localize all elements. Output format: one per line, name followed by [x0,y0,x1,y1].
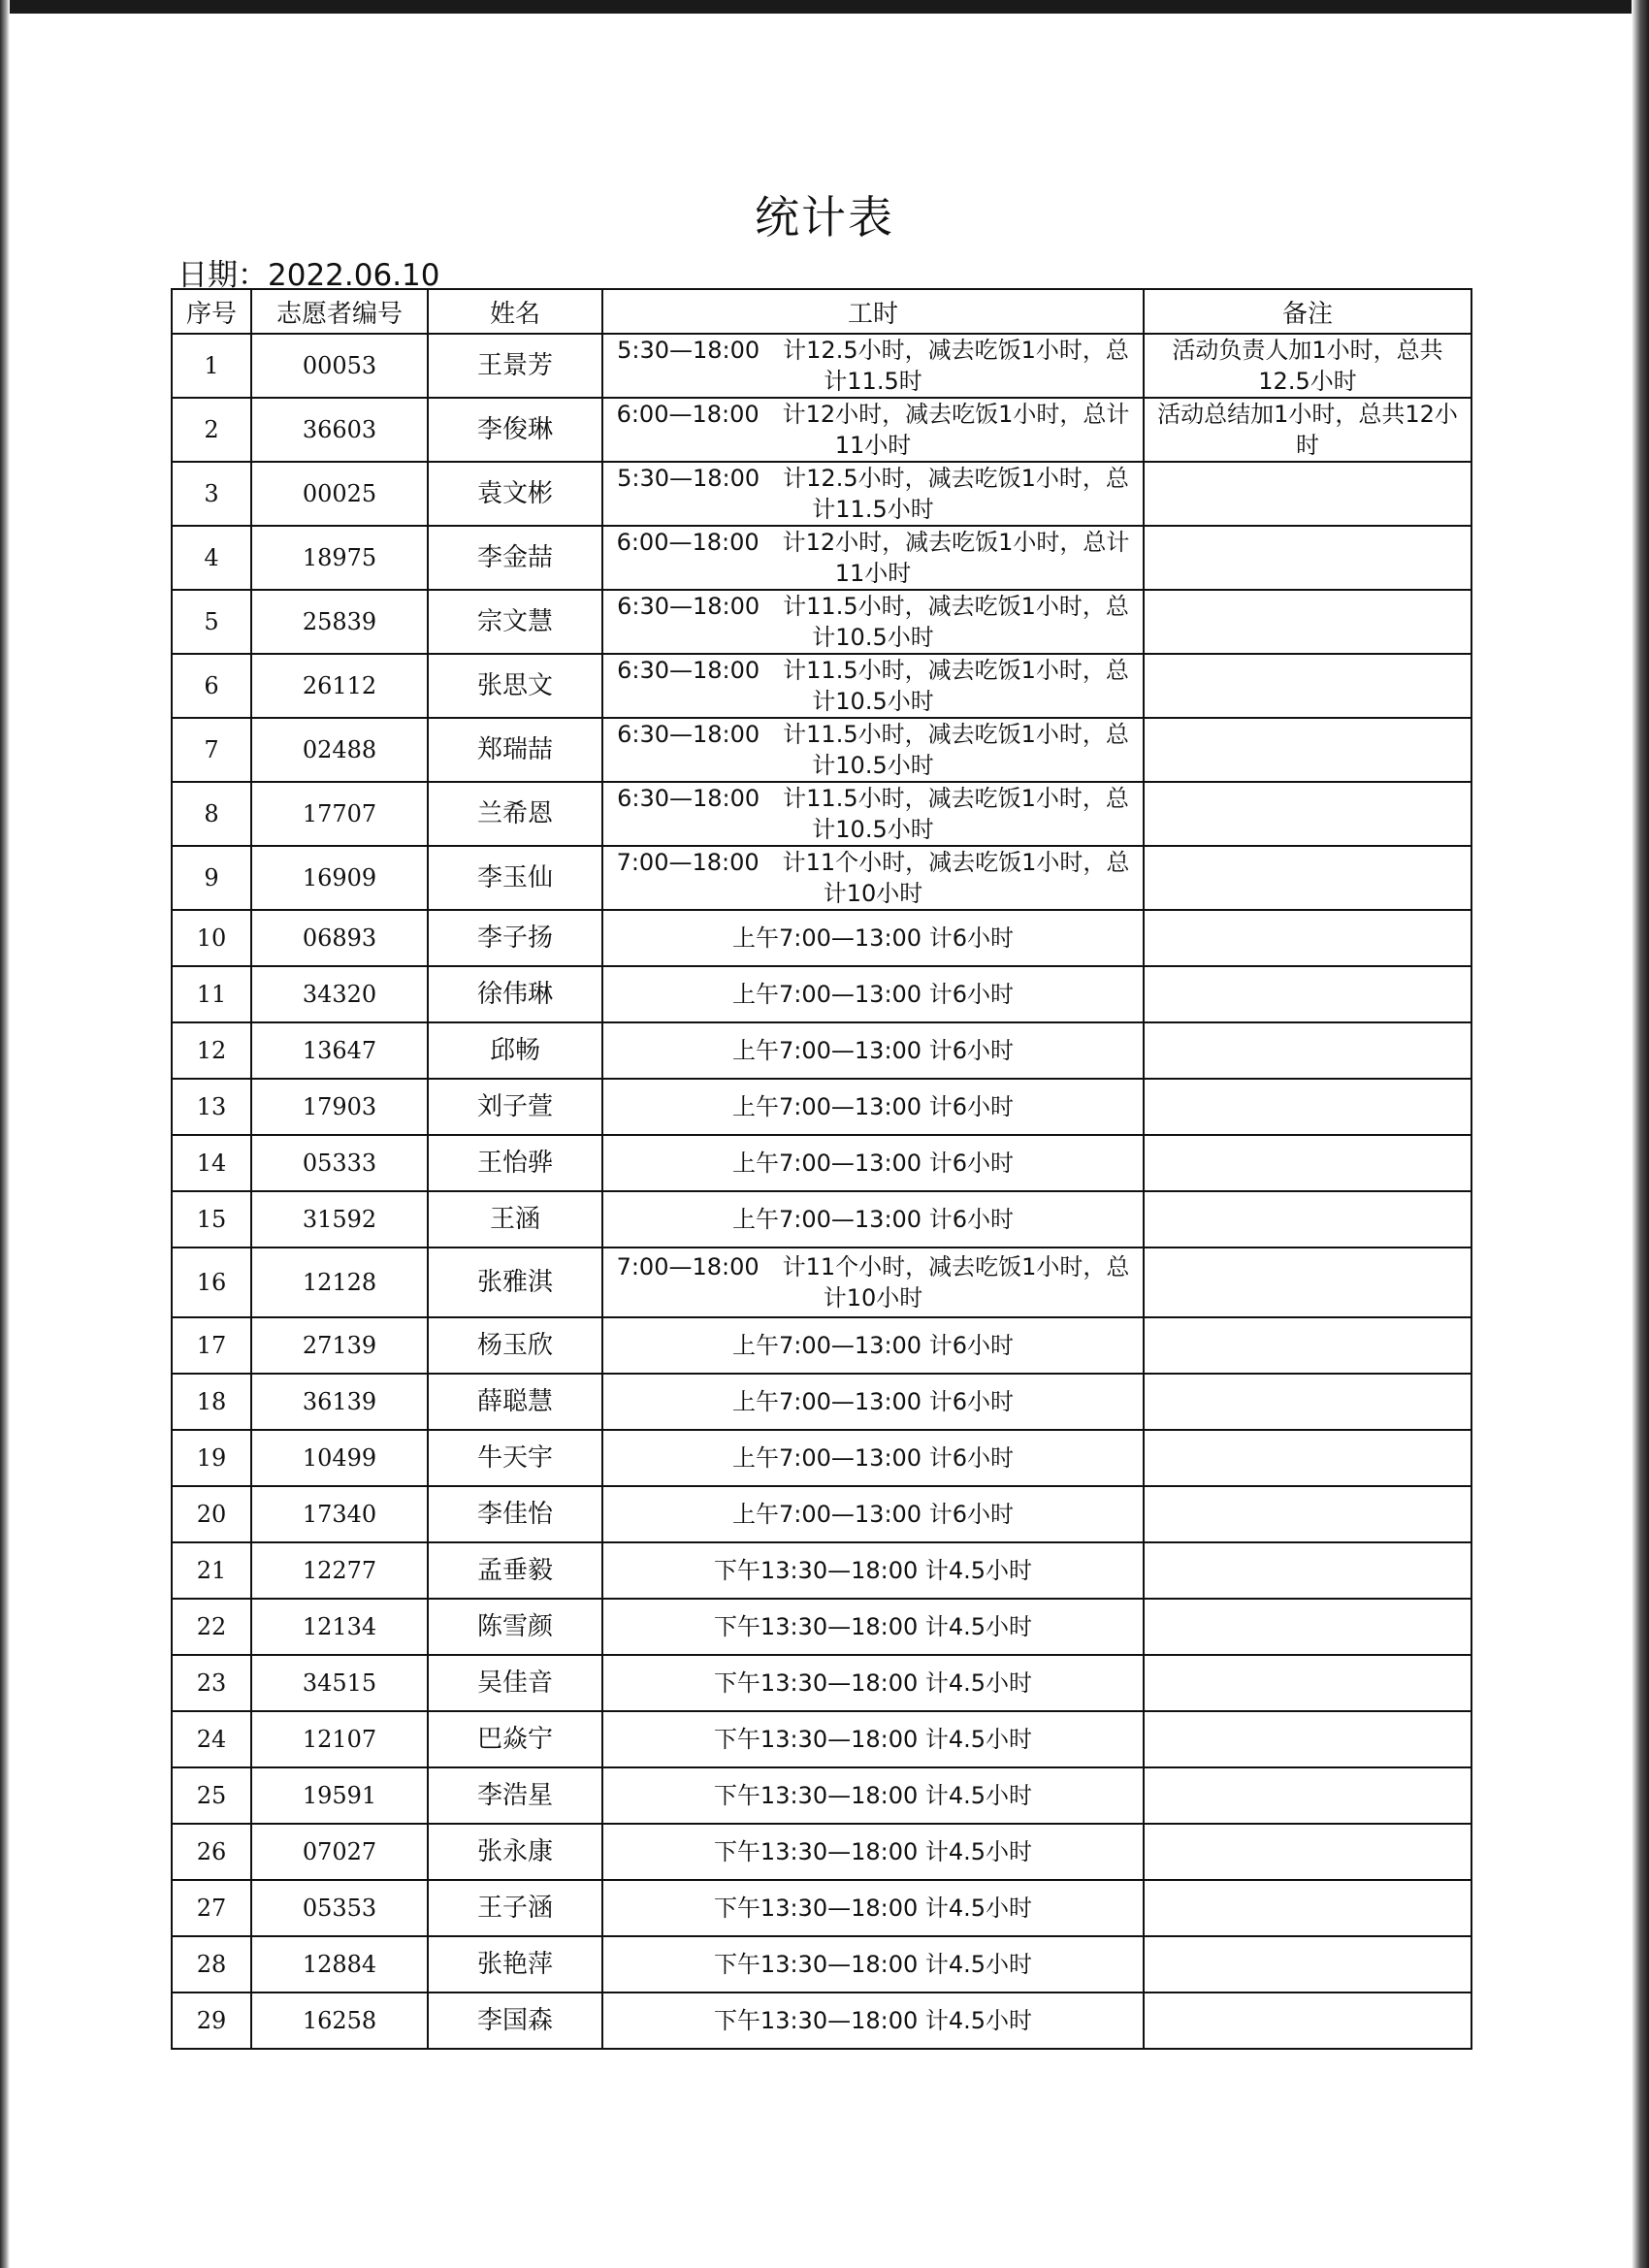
cell-remark [1144,654,1471,718]
cell-serial: 18 [172,1374,251,1430]
cell-hours: 5:30—18:00 计12.5小时，减去吃饭1小时，总计11.5小时 [602,462,1144,526]
cell-hours: 下午13:30—18:00 计4.5小时 [602,1599,1144,1655]
cell-name: 巴焱宁 [428,1711,602,1767]
table-row [172,590,1471,654]
cell-serial: 8 [172,782,251,846]
cell-hours: 6:30—18:00 计11.5小时，减去吃饭1小时，总计10.5小时 [602,782,1144,846]
cell-remark [1144,1880,1471,1936]
cell-remark [1144,1767,1471,1824]
cell-remark [1144,1430,1471,1486]
table-row [172,910,1471,966]
cell-name: 杨玉欣 [428,1317,602,1374]
cell-remark [1144,1079,1471,1135]
header-name: 姓名 [428,289,602,334]
scan-border-right [1632,0,1649,2268]
cell-serial: 22 [172,1599,251,1655]
table-row [172,1247,1471,1317]
table-body [172,334,1471,2049]
cell-hours: 5:30—18:00 计12.5小时，减去吃饭1小时，总计11.5时 [602,334,1144,398]
cell-name: 李玉仙 [428,846,602,910]
cell-remark [1144,1317,1471,1374]
cell-name: 兰希恩 [428,782,602,846]
cell-name: 李浩星 [428,1767,602,1824]
cell-hours: 6:30—18:00 计11.5小时，减去吃饭1小时，总计10.5小时 [602,654,1144,718]
table-header-row [172,289,1471,334]
cell-name: 薛聪慧 [428,1374,602,1430]
header-volunteer-id: 志愿者编号 [251,289,428,334]
cell-name: 李国森 [428,1993,602,2049]
cell-serial: 4 [172,526,251,590]
cell-volunteer-id: 12134 [251,1599,428,1655]
cell-volunteer-id: 26112 [251,654,428,718]
cell-volunteer-id: 25839 [251,590,428,654]
cell-volunteer-id: 17340 [251,1486,428,1542]
cell-volunteer-id: 00053 [251,334,428,398]
cell-name: 王怡骅 [428,1135,602,1191]
cell-serial: 3 [172,462,251,526]
cell-name: 张艳萍 [428,1936,602,1993]
cell-hours: 下午13:30—18:00 计4.5小时 [602,1824,1144,1880]
table-row [172,654,1471,718]
table-row [172,782,1471,846]
table-row [172,1486,1471,1542]
cell-hours: 6:30—18:00 计11.5小时，减去吃饭1小时，总计10.5小时 [602,590,1144,654]
statistics-table [171,288,1472,2050]
table-row [172,718,1471,782]
cell-hours: 上午7:00—13:00 计6小时 [602,1135,1144,1191]
cell-serial: 17 [172,1317,251,1374]
header-hours: 工时 [602,289,1144,334]
table-row [172,526,1471,590]
cell-remark: 活动负责人加1小时，总共12.5小时 [1144,334,1471,398]
cell-volunteer-id: 19591 [251,1767,428,1824]
cell-serial: 25 [172,1767,251,1824]
cell-hours: 下午13:30—18:00 计4.5小时 [602,1993,1144,2049]
cell-serial: 19 [172,1430,251,1486]
cell-hours: 下午13:30—18:00 计4.5小时 [602,1880,1144,1936]
cell-hours: 上午7:00—13:00 计6小时 [602,966,1144,1022]
cell-serial: 1 [172,334,251,398]
cell-serial: 29 [172,1993,251,2049]
cell-remark [1144,1486,1471,1542]
cell-hours: 6:00—18:00 计12小时，减去吃饭1小时，总计11小时 [602,526,1144,590]
table-row [172,1767,1471,1824]
cell-name: 张雅淇 [428,1247,602,1317]
cell-remark [1144,718,1471,782]
cell-remark [1144,526,1471,590]
table-row [172,1374,1471,1430]
cell-name: 宗文慧 [428,590,602,654]
table-row [172,1824,1471,1880]
cell-volunteer-id: 12107 [251,1711,428,1767]
cell-volunteer-id: 13647 [251,1022,428,1079]
cell-name: 王子涵 [428,1880,602,1936]
cell-serial: 11 [172,966,251,1022]
cell-remark: 活动总结加1小时，总共12小时 [1144,398,1471,462]
cell-hours: 下午13:30—18:00 计4.5小时 [602,1542,1144,1599]
cell-serial: 2 [172,398,251,462]
cell-volunteer-id: 12128 [251,1247,428,1317]
cell-name: 郑瑞喆 [428,718,602,782]
cell-volunteer-id: 12884 [251,1936,428,1993]
cell-hours: 上午7:00—13:00 计6小时 [602,1022,1144,1079]
cell-hours: 上午7:00—13:00 计6小时 [602,1430,1144,1486]
cell-hours: 下午13:30—18:00 计4.5小时 [602,1767,1144,1824]
cell-remark [1144,1993,1471,2049]
cell-name: 孟垂毅 [428,1542,602,1599]
cell-remark [1144,1374,1471,1430]
cell-serial: 12 [172,1022,251,1079]
cell-hours: 上午7:00—13:00 计6小时 [602,1317,1144,1374]
cell-remark [1144,1936,1471,1993]
table-row [172,1880,1471,1936]
cell-name: 吴佳音 [428,1655,602,1711]
cell-remark [1144,590,1471,654]
table-row [172,334,1471,398]
table-row [172,846,1471,910]
cell-hours: 下午13:30—18:00 计4.5小时 [602,1936,1144,1993]
cell-hours: 7:00—18:00 计11个小时，减去吃饭1小时，总计10小时 [602,846,1144,910]
cell-serial: 21 [172,1542,251,1599]
cell-remark [1144,966,1471,1022]
cell-volunteer-id: 12277 [251,1542,428,1599]
cell-serial: 14 [172,1135,251,1191]
table-row [172,1936,1471,1993]
cell-hours: 下午13:30—18:00 计4.5小时 [602,1655,1144,1711]
table-row [172,1599,1471,1655]
cell-volunteer-id: 27139 [251,1317,428,1374]
cell-volunteer-id: 02488 [251,718,428,782]
table-row [172,398,1471,462]
cell-hours: 上午7:00—13:00 计6小时 [602,1191,1144,1247]
cell-remark [1144,1191,1471,1247]
cell-volunteer-id: 00025 [251,462,428,526]
cell-serial: 5 [172,590,251,654]
cell-remark [1144,1022,1471,1079]
cell-volunteer-id: 16258 [251,1993,428,2049]
cell-name: 李子扬 [428,910,602,966]
cell-name: 张永康 [428,1824,602,1880]
cell-volunteer-id: 36139 [251,1374,428,1430]
cell-serial: 24 [172,1711,251,1767]
cell-serial: 6 [172,654,251,718]
cell-volunteer-id: 34515 [251,1655,428,1711]
table-row [172,1430,1471,1486]
cell-serial: 15 [172,1191,251,1247]
cell-volunteer-id: 06893 [251,910,428,966]
cell-volunteer-id: 18975 [251,526,428,590]
cell-volunteer-id: 31592 [251,1191,428,1247]
cell-name: 刘子萱 [428,1079,602,1135]
table-row [172,1191,1471,1247]
cell-hours: 上午7:00—13:00 计6小时 [602,1374,1144,1430]
cell-remark [1144,1247,1471,1317]
cell-hours: 上午7:00—13:00 计6小时 [602,1486,1144,1542]
cell-serial: 20 [172,1486,251,1542]
header-serial: 序号 [172,289,251,334]
cell-remark [1144,1599,1471,1655]
cell-serial: 10 [172,910,251,966]
table-row [172,462,1471,526]
scan-border-left [0,0,10,2268]
cell-name: 张思文 [428,654,602,718]
cell-volunteer-id: 36603 [251,398,428,462]
cell-name: 李佳怡 [428,1486,602,1542]
cell-serial: 9 [172,846,251,910]
table-row [172,1022,1471,1079]
cell-remark [1144,846,1471,910]
table-row [172,1079,1471,1135]
cell-remark [1144,462,1471,526]
cell-remark [1144,782,1471,846]
cell-name: 李金喆 [428,526,602,590]
cell-serial: 16 [172,1247,251,1317]
table-row [172,1993,1471,2049]
cell-name: 李俊琳 [428,398,602,462]
page-title: 统计表 [755,191,894,243]
cell-hours: 7:00—18:00 计11个小时，减去吃饭1小时，总计10小时 [602,1247,1144,1317]
table-row [172,1135,1471,1191]
header-remark: 备注 [1144,289,1471,334]
cell-volunteer-id: 05353 [251,1880,428,1936]
cell-volunteer-id: 07027 [251,1824,428,1880]
cell-serial: 23 [172,1655,251,1711]
cell-hours: 6:30—18:00 计11.5小时，减去吃饭1小时，总计10.5小时 [602,718,1144,782]
cell-hours: 下午13:30—18:00 计4.5小时 [602,1711,1144,1767]
cell-volunteer-id: 05333 [251,1135,428,1191]
cell-serial: 27 [172,1880,251,1936]
table-row [172,1542,1471,1599]
cell-remark [1144,1135,1471,1191]
cell-hours: 6:00—18:00 计12小时，减去吃饭1小时，总计11小时 [602,398,1144,462]
cell-serial: 7 [172,718,251,782]
date-label: 日期：2022.06.10 [178,258,440,293]
cell-volunteer-id: 17903 [251,1079,428,1135]
cell-remark [1144,910,1471,966]
cell-name: 陈雪颜 [428,1599,602,1655]
cell-name: 王涵 [428,1191,602,1247]
cell-serial: 26 [172,1824,251,1880]
table-row [172,1317,1471,1374]
cell-remark [1144,1655,1471,1711]
cell-serial: 13 [172,1079,251,1135]
scan-border-top [0,0,1649,14]
cell-remark [1144,1711,1471,1767]
cell-volunteer-id: 34320 [251,966,428,1022]
cell-name: 牛天宇 [428,1430,602,1486]
table-row [172,966,1471,1022]
cell-remark [1144,1542,1471,1599]
cell-hours: 上午7:00—13:00 计6小时 [602,1079,1144,1135]
table-row [172,1711,1471,1767]
cell-volunteer-id: 10499 [251,1430,428,1486]
cell-hours: 上午7:00—13:00 计6小时 [602,910,1144,966]
cell-name: 王景芳 [428,334,602,398]
cell-remark [1144,1824,1471,1880]
cell-name: 徐伟琳 [428,966,602,1022]
cell-name: 袁文彬 [428,462,602,526]
cell-volunteer-id: 17707 [251,782,428,846]
cell-serial: 28 [172,1936,251,1993]
cell-volunteer-id: 16909 [251,846,428,910]
cell-name: 邱畅 [428,1022,602,1079]
table-row [172,1655,1471,1711]
